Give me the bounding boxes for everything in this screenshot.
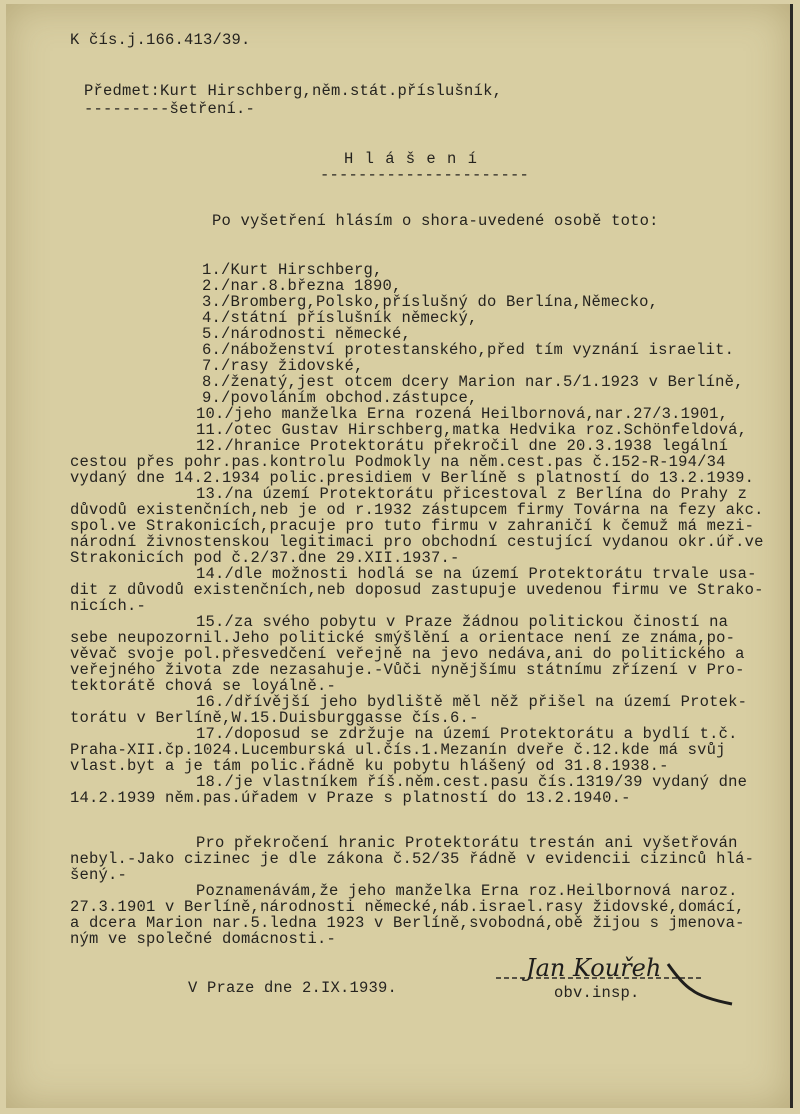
list-item: 1./Kurt Hirschberg, — [202, 261, 383, 279]
list-item: 5./národnosti německé, — [202, 325, 412, 343]
list-item: 8./ženatý,jest otcem dcery Marion nar.5/1.1923 v Berlíně, — [202, 373, 744, 391]
list-item: 12./hranice Protektorátu překročil dne 20.3.1938 legální — [196, 437, 729, 455]
list-item: ným ve společné domácnosti.- — [70, 930, 337, 948]
list-item: Poznamenávám,že jeho manželka Erna roz.Heilbornová naroz. — [196, 882, 738, 900]
list-item: 6./náboženství protestanského,před tím vyznání israelit. — [202, 341, 735, 359]
list-item: národní živnostenskou legitimaci pro obchodní cestující vydanou okr.úř.ve — [70, 533, 764, 551]
list-item: nebyl.-Jako cizinec je dle zákona č.52/35 řádně v evidencii cizinců hlá- — [70, 850, 755, 868]
document-page — [6, 4, 793, 1108]
list-item: cestou přes pohr.pas.kontrolu Podmokly na něm.cest.pas č.152-R-194/34 — [70, 453, 726, 471]
signature-image — [492, 944, 752, 1014]
signature-name: Jan Kouřeh — [526, 954, 662, 982]
list-item: 3./Bromberg,Polsko,příslušný do Berlína,Německo, — [202, 293, 659, 311]
reference-number: K čís.j.166.413/39. — [70, 31, 251, 49]
list-item: veřejného života zde nezasahuje.-Vůči nynějšímu státnímu zřízení v Pro- — [70, 661, 745, 679]
signature-role: obv.insp. — [554, 984, 640, 1002]
list-item: Praha-XII.čp.1024.Lucemburská ul.čís.1.Mezanín dveře č.12.kde má svůj — [70, 741, 726, 759]
list-item: 15./za svého pobytu v Praze žádnou politickou čiností na — [196, 613, 729, 631]
page-title: H l á š e n í — [344, 150, 478, 168]
list-item: 13./na území Protektorátu přicestoval z Berlína do Prahy z — [196, 485, 748, 503]
list-item: spol.ve Strakonicích,pracuje pro tuto firmu v zahraničí k čemuž má mezi- — [70, 517, 755, 535]
list-item: 4./státní příslušník německý, — [202, 309, 478, 327]
list-item: 11./otec Gustav Hirschberg,matka Hedvika roz.Schönfeldová, — [196, 421, 748, 439]
list-item: a dcera Marion nar.5.ledna 1923 v Berlíně,svobodná,obě žijou s jmenova- — [70, 914, 745, 932]
list-item: 16./dřívější jeho bydliště měl něž přišel na území Protek- — [196, 693, 748, 711]
list-item: 17./doposud se zdržuje na území Protektorátu a bydlí t.č. — [196, 725, 738, 743]
list-item: Pro překročení hranic Protektorátu trestán ani vyšetřován — [196, 834, 738, 852]
list-item: vydaný dne 14.2.1934 polic.presidiem v Berlíně s platností do 13.2.1939. — [70, 469, 755, 487]
list-item: nicích.- — [70, 597, 147, 615]
list-item: dit z důvodů existenčních,neb doposud zastupuje uvedenou firmu ve Strako- — [70, 581, 764, 599]
list-item: 14.2.1939 něm.pas.úřadem v Praze s platností do 13.2.1940.- — [70, 789, 631, 807]
list-item: věvač svoje pol.přesvedčení veřejně na jevo nedáva,ani do politického a — [70, 645, 745, 663]
list-item: sebe neupozornil.Jeho politické smýšlění a orientace není ze známa,po- — [70, 629, 736, 647]
date-line: V Praze dne 2.IX.1939. — [188, 979, 398, 997]
subject-line-2: ---------šetření.- — [84, 100, 256, 118]
list-item: šený.- — [70, 866, 128, 884]
list-item: 7./rasy židovské, — [202, 357, 364, 375]
list-item: 10./jeho manželka Erna rozená Heilbornová,nar.27/3.1901, — [196, 405, 729, 423]
list-item: 27.3.1901 v Berlíně,národnosti německé,náb.israel.rasy židovské,domácí, — [70, 898, 745, 916]
subject-line-1: Předmet:Kurt Hirschberg,něm.stát.příslušník, — [84, 82, 503, 100]
list-item: 9./povoláním obchod.zástupce, — [202, 389, 478, 407]
list-item: 2./nar.8.března 1890, — [202, 277, 402, 295]
title-underline: ---------------------- — [320, 166, 530, 184]
list-item: důvodů existenčních,neb je od r.1932 zástupcem firmy Továrna na fezy akc. — [70, 501, 764, 519]
list-item: 14./dle možnosti hodlá se na území Protektorátu trvale usa- — [196, 565, 757, 583]
list-item: tektorátě chová se loyálně.- — [70, 677, 337, 695]
list-item: torátu v Berlíně,W.15.Duisburggasse čís.6.- — [70, 709, 479, 727]
list-item: Strakonicích pod č.2/37.dne 29.XII.1937.- — [70, 549, 460, 567]
intro-text: Po vyšetření hlásím o shora-uvedené osobě toto: — [212, 212, 659, 230]
list-item: 18./je vlastníkem říš.něm.cest.pasu čís.1319/39 vydaný dne — [196, 773, 748, 791]
list-item: vlast.byt a je tám polic.řádně ku pobytu hlášený od 31.8.1938.- — [70, 757, 669, 775]
